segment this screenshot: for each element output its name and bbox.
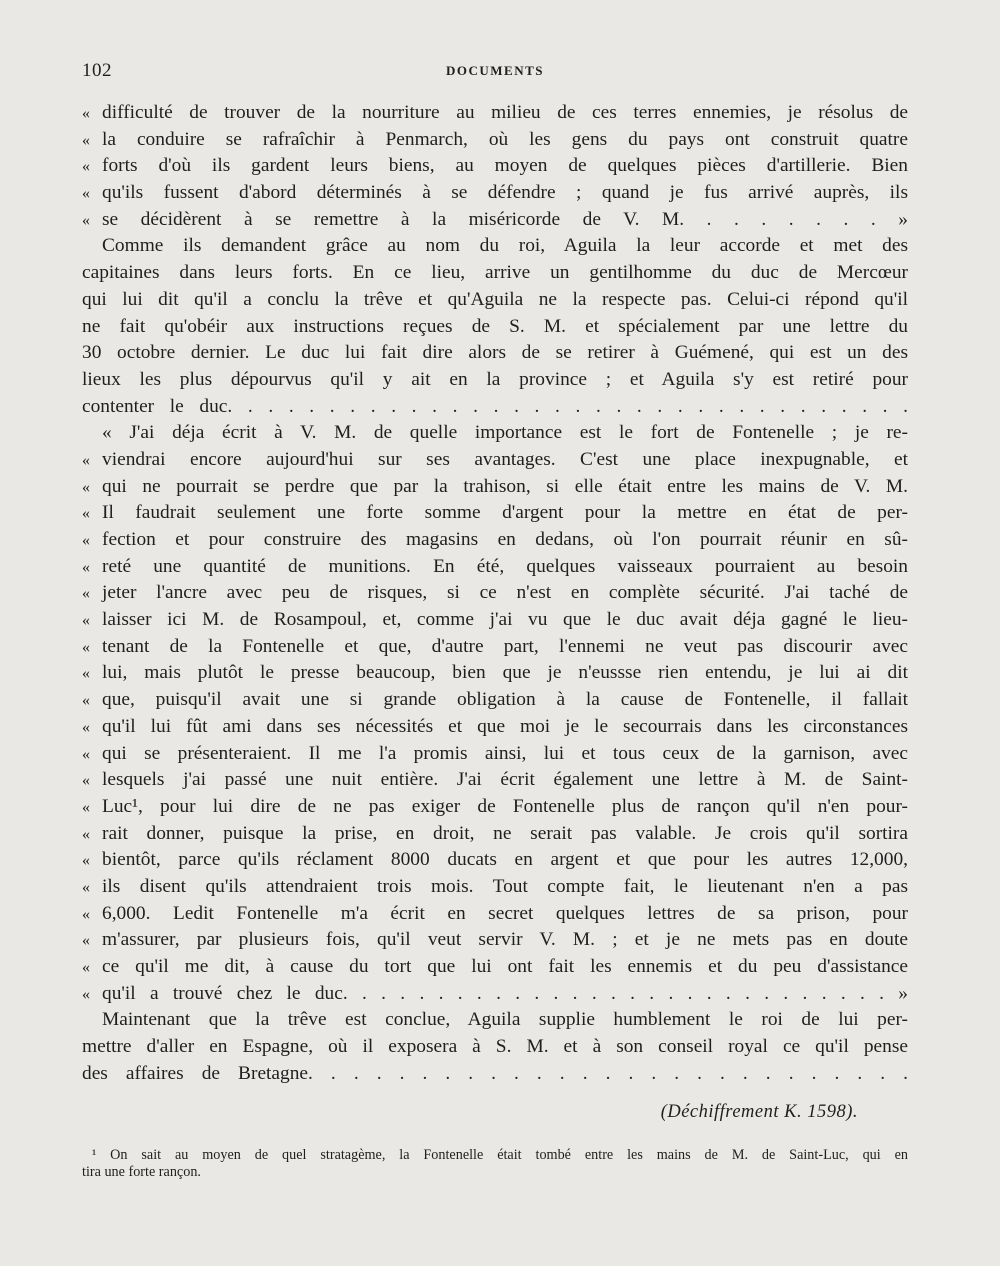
quote-mark: « bbox=[82, 878, 90, 896]
quote-mark: « bbox=[82, 665, 90, 683]
text-line bbox=[82, 527, 908, 554]
quote-mark: « bbox=[82, 959, 90, 976]
text-line bbox=[82, 714, 908, 741]
line-text: Il faudrait seulement une forte somme d'argent pour la mettre en état de per- bbox=[102, 502, 908, 524]
text-line bbox=[82, 127, 908, 154]
line-text: se décidèrent à se remettre à la miséricorde de V. M. . . . . . . . » bbox=[102, 208, 908, 230]
quote-mark: « bbox=[82, 825, 90, 843]
text-line bbox=[82, 420, 908, 447]
text-line bbox=[82, 874, 908, 901]
quote-mark: « bbox=[82, 478, 90, 496]
quote-mark: « bbox=[82, 798, 90, 816]
line-text: contenter le duc. . . . . . . . . . . . . . . . . . . . . . . . . . . . . . . . . . bbox=[82, 395, 908, 417]
quote-mark: « bbox=[82, 612, 90, 630]
quote-mark: « bbox=[82, 558, 90, 576]
line-text: qui lui dit qu'il a conclu la trêve et qu'Aguila ne la respecte pas. Celui-ci répond qu'il bbox=[82, 288, 908, 310]
text-line bbox=[82, 260, 908, 287]
line-text: fection et pour construire des magasins en dedans, où l'on pourrait réunir en sû- bbox=[102, 529, 908, 550]
text-line bbox=[82, 287, 908, 314]
line-text: la conduire se rafraîchir à Penmarch, où les gens du pays ont construit quatre bbox=[102, 128, 908, 150]
text-line bbox=[82, 580, 908, 607]
line-text: jeter l'ancre avec peu de risques, si ce n'est en complète sécurité. J'ai taché de bbox=[102, 582, 908, 604]
source-reference: (Déchiffrement K. 1598). bbox=[660, 1102, 858, 1123]
text-line bbox=[82, 340, 908, 367]
quote-mark: « bbox=[82, 852, 90, 870]
line-text: qu'il lui fût ami dans ses nécessités et que moi je le secourrais dans les circonstances bbox=[102, 715, 908, 737]
line-text: ce qu'il me dit, à cause du tort que lui ont fait les ennemis et du peu d'assistance bbox=[102, 956, 908, 977]
text-line bbox=[82, 687, 908, 714]
text-line bbox=[82, 901, 908, 928]
line-text: qu'il a trouvé chez le duc. . . . . . . . . . . . . . . . . . . . . . . . . . . . . » bbox=[102, 982, 908, 1004]
line-text: bientôt, parce qu'ils réclament 8000 ducats en argent et que pour les autres 12,000, bbox=[102, 849, 908, 871]
line-text: lieux les plus dépourvus qu'il y ait en la province ; et Aguila s'y est retiré pour bbox=[82, 368, 908, 390]
text-line bbox=[82, 180, 908, 207]
line-text: lesquels j'ai passé une nuit entière. J'ai écrit également une lettre à M. de Saint- bbox=[102, 769, 908, 791]
line-text: difficulté de trouver de la nourriture au milieu de ces terres ennemies, je résolus de bbox=[102, 102, 908, 123]
line-text: tenant de la Fontenelle et que, d'autre part, l'ennemi ne veut pas discourir avec bbox=[102, 635, 908, 657]
footnote-line: tira une forte rançon. bbox=[82, 1164, 201, 1181]
quote-mark: « bbox=[82, 505, 90, 523]
line-text: laisser ici M. de Rosampoul, et, comme j'ai vu que le duc avait déja gagné le lieu- bbox=[102, 609, 908, 631]
text-line bbox=[82, 500, 908, 527]
quote-mark: « bbox=[82, 451, 90, 469]
running-head bbox=[82, 60, 908, 88]
quote-mark: « bbox=[82, 158, 90, 176]
quote-mark: « bbox=[82, 718, 90, 736]
text-line bbox=[82, 847, 908, 874]
line-text: Comme ils demandent grâce au nom du roi, Aguila la leur accorde et met des bbox=[102, 235, 908, 257]
text-line bbox=[82, 367, 908, 394]
line-text: m'assurer, par plusieurs fois, qu'il veut servir V. M. ; et je ne mets pas en doute bbox=[102, 929, 908, 951]
text-line bbox=[82, 1061, 908, 1088]
text-line bbox=[82, 554, 908, 581]
text-line bbox=[82, 394, 908, 421]
text-line bbox=[82, 767, 908, 794]
line-text: qui ne pourrait se perdre que par la trahison, si elle était entre les mains de V. M. bbox=[102, 475, 908, 497]
text-line bbox=[82, 207, 908, 234]
footnote-line: ¹ On sait au moyen de quel stratagème, la Fontenelle était tombé entre les mains de M. de Saint-Luc, qui en bbox=[92, 1147, 908, 1164]
quote-mark: « bbox=[82, 585, 90, 603]
line-text: forts d'où ils gardent leurs biens, au moyen de quelques pièces d'artillerie. Bien bbox=[102, 155, 908, 177]
line-text: mettre d'aller en Espagne, où il exposera à S. M. et à son conseil royal ce qu'il pense bbox=[82, 1036, 908, 1058]
text-line bbox=[82, 660, 908, 687]
page-number: 102 bbox=[82, 60, 112, 81]
line-text: des affaires de Bretagne. . . . . . . . . . . . . . . . . . . . . . . . . . . bbox=[82, 1062, 908, 1084]
line-text: reté une quantité de munitions. En été, quelques vaisseaux pourraient au besoin bbox=[102, 555, 908, 577]
line-text: ils disent qu'ils attendraient trois mois. Tout compte fait, le lieutenant n'en a pas bbox=[102, 875, 908, 897]
body-text bbox=[82, 100, 908, 1087]
line-text: lui, mais plutôt le presse beaucoup, bien que je n'eussse rien entendu, je lui ai dit bbox=[102, 662, 908, 684]
text-line bbox=[82, 447, 908, 474]
line-text: que, puisqu'il avait une si grande obligation à la cause de Fontenelle, il fallait bbox=[102, 689, 908, 711]
text-line bbox=[82, 474, 908, 501]
quote-mark: « bbox=[82, 772, 90, 790]
quote-mark: « bbox=[82, 692, 90, 710]
quote-mark: « bbox=[82, 745, 90, 763]
text-line bbox=[82, 794, 908, 821]
text-line bbox=[82, 927, 908, 954]
line-text: qu'ils fussent d'abord déterminés à se défendre ; quand je fus arrivé auprès, ils bbox=[102, 182, 908, 204]
text-line bbox=[82, 981, 908, 1008]
text-line bbox=[82, 314, 908, 341]
running-title: DOCUMENTS bbox=[445, 63, 544, 78]
quote-mark: « bbox=[82, 105, 90, 122]
quote-mark: « bbox=[82, 211, 90, 229]
quote-mark: « bbox=[82, 985, 90, 1003]
line-text: « J'ai déja écrit à V. M. de quelle importance est le fort de Fontenelle ; je re- bbox=[102, 422, 908, 444]
quote-mark: « bbox=[82, 932, 90, 950]
line-text: 30 octobre dernier. Le duc lui fait dire alors de se retirer à Guémené, qui est un des bbox=[82, 342, 908, 364]
quote-mark: « bbox=[82, 131, 90, 149]
footnote bbox=[82, 1147, 908, 1181]
line-text: 6,000. Ledit Fontenelle m'a écrit en secret quelques lettres de sa prison, pour bbox=[102, 902, 908, 924]
text-line bbox=[82, 100, 908, 127]
line-text: viendrai encore aujourd'hui sur ses avantages. C'est une place inexpugnable, et bbox=[102, 448, 908, 470]
text-line bbox=[82, 233, 908, 260]
quote-mark: « bbox=[82, 185, 90, 203]
quote-mark: « bbox=[82, 638, 90, 656]
line-text: Maintenant que la trêve est conclue, Aguila supplie humblement le roi de lui per- bbox=[102, 1009, 908, 1031]
text-line bbox=[82, 821, 908, 848]
text-line bbox=[82, 741, 908, 768]
text-line bbox=[82, 954, 908, 981]
text-line bbox=[82, 153, 908, 180]
text-line bbox=[82, 1007, 908, 1034]
line-text: ne fait qu'obéir aux instructions reçues de S. M. et spécialement par une lettre du bbox=[82, 315, 908, 337]
line-text: capitaines dans leurs forts. En ce lieu, arrive un gentilhomme du duc de Mercœur bbox=[82, 262, 908, 284]
quote-mark: « bbox=[82, 532, 90, 549]
line-text: qui se présenteraient. Il me l'a promis ainsi, lui et tous ceux de la garnison, avec bbox=[102, 742, 908, 764]
quote-mark: « bbox=[82, 905, 90, 923]
text-line bbox=[82, 607, 908, 634]
line-text: Luc¹, pour lui dire de ne pas exiger de Fontenelle plus de rançon qu'il n'en pour- bbox=[102, 795, 908, 817]
line-text: rait donner, puisque la prise, en droit, ne serait pas valable. Je crois qu'il sortira bbox=[102, 822, 908, 844]
text-line bbox=[82, 1034, 908, 1061]
text-line bbox=[82, 634, 908, 661]
